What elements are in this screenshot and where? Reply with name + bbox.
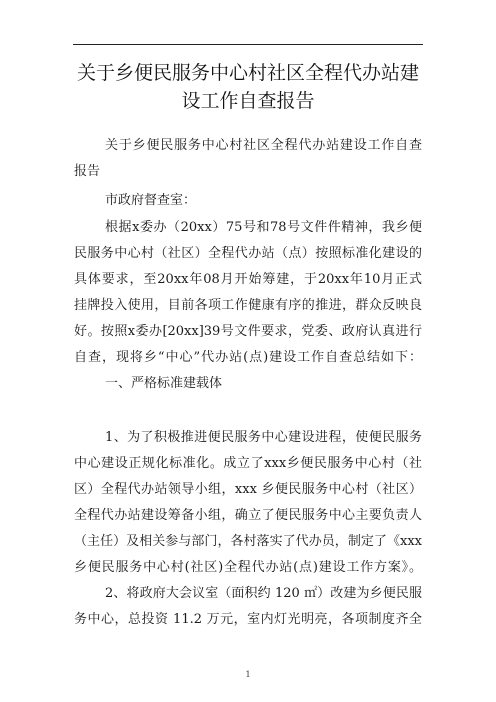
paragraph-2-line-2: 中心建设正规化标准化。成立了xxx乡便民服务中心村（社 — [74, 456, 422, 471]
paragraph-1-line-1: 根据x委办（20xx）75号和78号文件件精神，我乡便 — [105, 220, 422, 235]
paragraph-1-line-5: 好。按照x委办[20xx]39号文件要求，党委、政府认真进行 — [74, 324, 422, 339]
document-title — [60, 59, 436, 115]
paragraph-2-line-1: 1、为了积极推进便民服务中心建设进程，使便民服务 — [105, 430, 422, 445]
title-line-1: 关于乡便民服务中心村社区全程代办站建 — [76, 62, 419, 84]
paragraph-3-line-1: 2、将政府大会议室（面积约 120 ㎡）改建为乡便民服 — [105, 586, 422, 601]
paragraph-1-line-6: 自查，现将乡“中心”代办站(点)建设工作自查总结如下： — [74, 350, 422, 365]
paragraph-1-line-3: 具体要求，至20xx年08月开始筹建，于20xx年10月正式 — [74, 272, 422, 287]
paragraph-1-line-2: 民服务中心村（社区）全程代办站（点）按照标准化建设的 — [74, 246, 422, 261]
page-number: 1 — [245, 670, 251, 679]
paragraph-2-line-6: 乡便民服务中心村(社区)全程代办站(点)建设工作方案》。 — [74, 560, 422, 575]
section-heading-1: 一、严格标准建载体 — [105, 376, 223, 391]
salutation: 市政府督查室： — [105, 193, 197, 208]
subtitle-line-1: 关于乡便民服务中心村社区全程代办站建设工作自查 — [105, 138, 422, 153]
paragraph-1-line-4: 挂牌投入使用，目前各项工作健康有序的推进，群众反映良 — [74, 298, 422, 313]
title-line-2: 设工作自查报告 — [181, 90, 315, 112]
subtitle-line-2: 报告 — [74, 164, 101, 179]
paragraph-2-line-4: 全程代办站建设筹备小组，确立了便民服务中心主要负责人 — [74, 508, 422, 523]
header-rule — [73, 44, 423, 45]
paragraph-3-line-2: 务中心，总投资 11.2 万元，室内灯光明亮，各项制度齐全 — [74, 612, 422, 627]
paragraph-2-line-3: 区）全程代办站领导小组，xxx 乡便民服务中心村（社区） — [74, 482, 422, 497]
paragraph-2-line-5: （主任）及相关参与部门，各村落实了代办员，制定了《xxx — [74, 534, 422, 549]
